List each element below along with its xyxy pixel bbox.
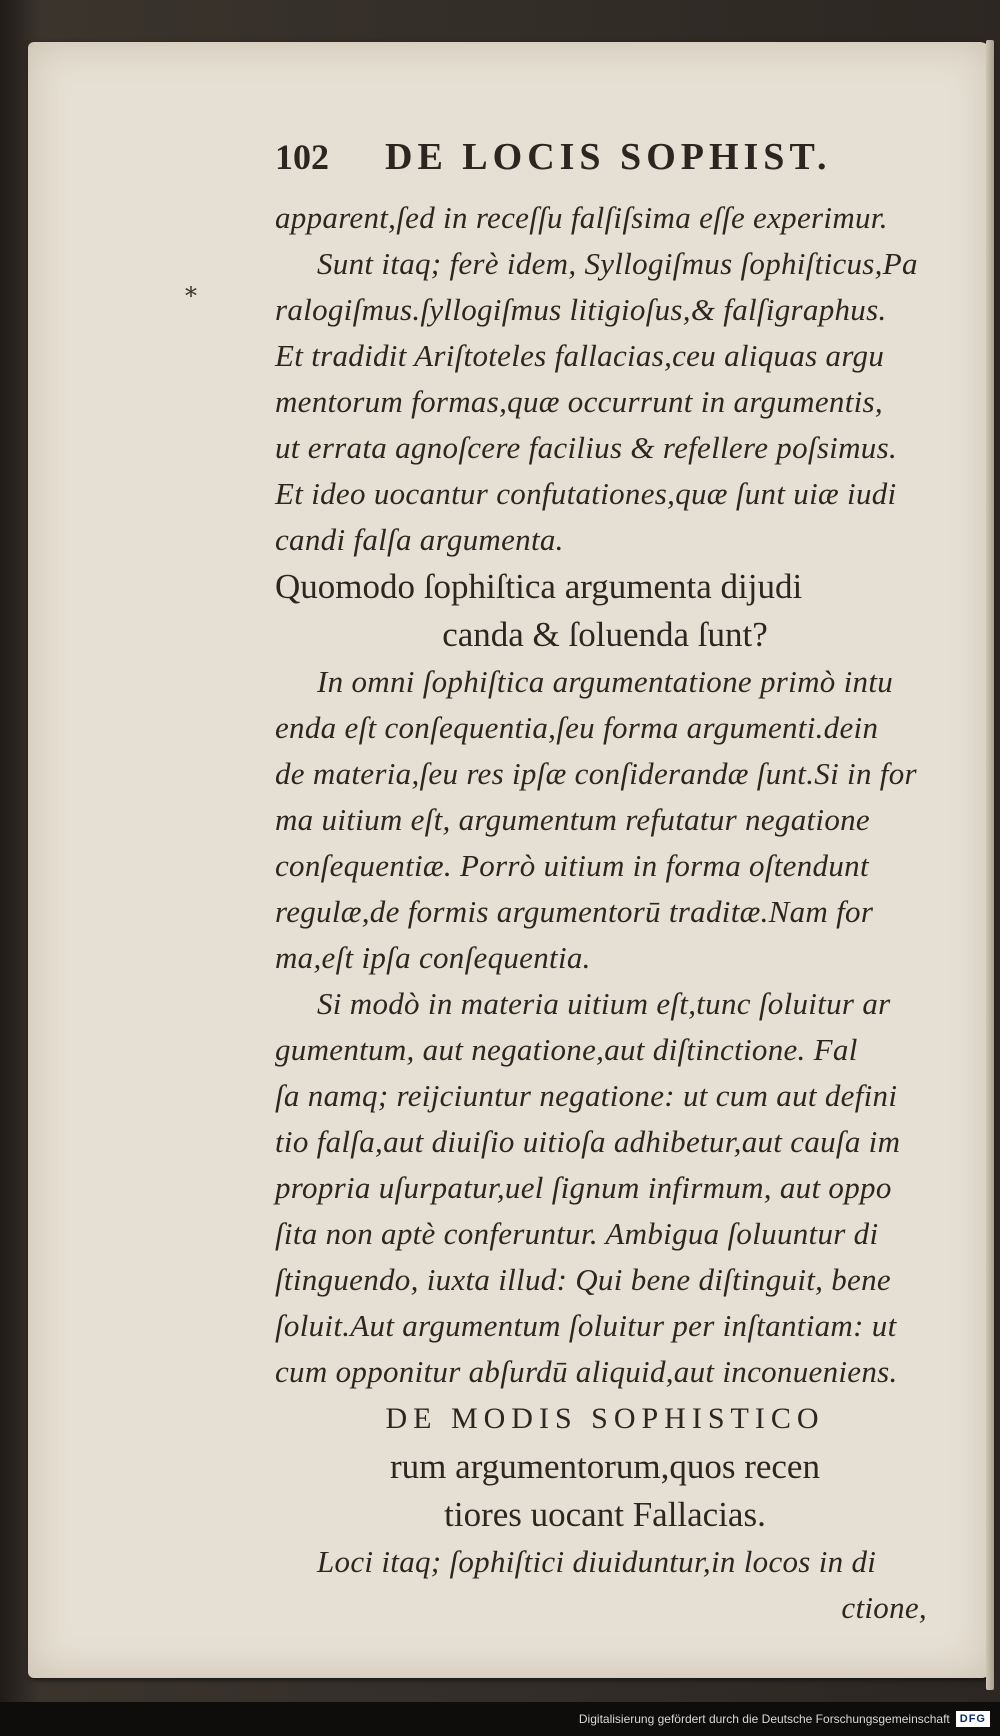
text-line: Et tradidit Ariſtoteles fallacias,ceu aliquas argu xyxy=(275,338,885,373)
catchword: ctione, xyxy=(841,1590,927,1625)
text-line: ralogiſmus.ſyllogiſmus litigioſus,& falſigraphus. xyxy=(275,292,887,327)
footer-credit: Digitalisierung gefördert durch die Deutsche Forschungsgemeinschaft xyxy=(578,1712,950,1726)
text-line: candi falſa argumenta. xyxy=(275,522,564,557)
text-line: Et ideo uocantur confutationes,quæ ſunt uiæ iudi xyxy=(275,476,897,511)
text-line: ma,eſt ipſa conſequentia. xyxy=(275,940,591,975)
text-line: Loci itaq; ſophiſtici diuiduntur,in locos in di xyxy=(317,1544,877,1579)
page-header xyxy=(275,135,935,195)
text-line: gumentum, aut negatione,aut diſtinctione. Fal xyxy=(275,1032,858,1067)
page-edge xyxy=(986,40,994,1690)
marginal-asterisk: * xyxy=(185,282,197,310)
section-heading: canda & ſoluenda ſunt? xyxy=(442,615,768,654)
text-line: enda eſt conſequentia,ſeu forma argumenti.dein xyxy=(275,710,879,745)
text-line: conſequentiæ. Porrò uitium in forma oſtendunt xyxy=(275,848,869,883)
text-line: propria uſurpatur,uel ſignum infirmum, aut oppo xyxy=(275,1170,892,1205)
page-number: 102 xyxy=(275,137,329,177)
section-heading: DE MODIS SOPHISTICO xyxy=(385,1402,825,1435)
text-line: ſoluit.Aut argumentum ſoluitur per inſtantiam: ut xyxy=(275,1308,897,1343)
dfg-logo: DFG xyxy=(956,1711,990,1727)
text-block xyxy=(275,135,935,1631)
running-title: DE LOCIS SOPHIST. xyxy=(385,136,832,178)
text-line: mentorum formas,quæ occurrunt in argumentis, xyxy=(275,384,883,419)
text-line: In omni ſophiſtica argumentatione primò intu xyxy=(317,664,894,699)
section-heading: rum argumentorum,quos recen xyxy=(390,1447,820,1486)
section-heading: tiores uocant Fallacias. xyxy=(444,1495,766,1534)
text-line: ma uitium eſt, argumentum refutatur negatione xyxy=(275,802,870,837)
text-line: de materia,ſeu res ipſæ conſiderandæ ſunt.Si in for xyxy=(275,756,917,791)
digitization-footer xyxy=(0,1702,1000,1736)
text-line: Sunt itaq; ferè idem, Syllogiſmus ſophiſticus,Pa xyxy=(317,246,918,281)
text-line: regulæ,de formis argumentorū traditæ.Nam for xyxy=(275,894,874,929)
text-line: ſtinguendo, iuxta illud: Qui bene diſtinguit, bene xyxy=(275,1262,891,1297)
text-line: tio falſa,aut diuiſio uitioſa adhibetur,aut cauſa im xyxy=(275,1124,901,1159)
text-line: cum opponitur abſurdū aliquid,aut inconueniens. xyxy=(275,1354,898,1389)
text-line: Si modò in materia uitium eſt,tunc ſoluitur ar xyxy=(317,986,891,1021)
text-line: ut errata agnoſcere facilius & refellere poſsimus. xyxy=(275,430,897,465)
text-line: apparent,ſed in receſſu falſiſsima eſſe experimur. xyxy=(275,200,888,235)
text-line: ſita non aptè conferuntur. Ambigua ſoluuntur di xyxy=(275,1216,879,1251)
text-line: ſa namq; reijciuntur negatione: ut cum aut defini xyxy=(275,1078,898,1113)
section-heading: Quomodo ſophiſtica argumenta dijudi xyxy=(275,567,803,606)
